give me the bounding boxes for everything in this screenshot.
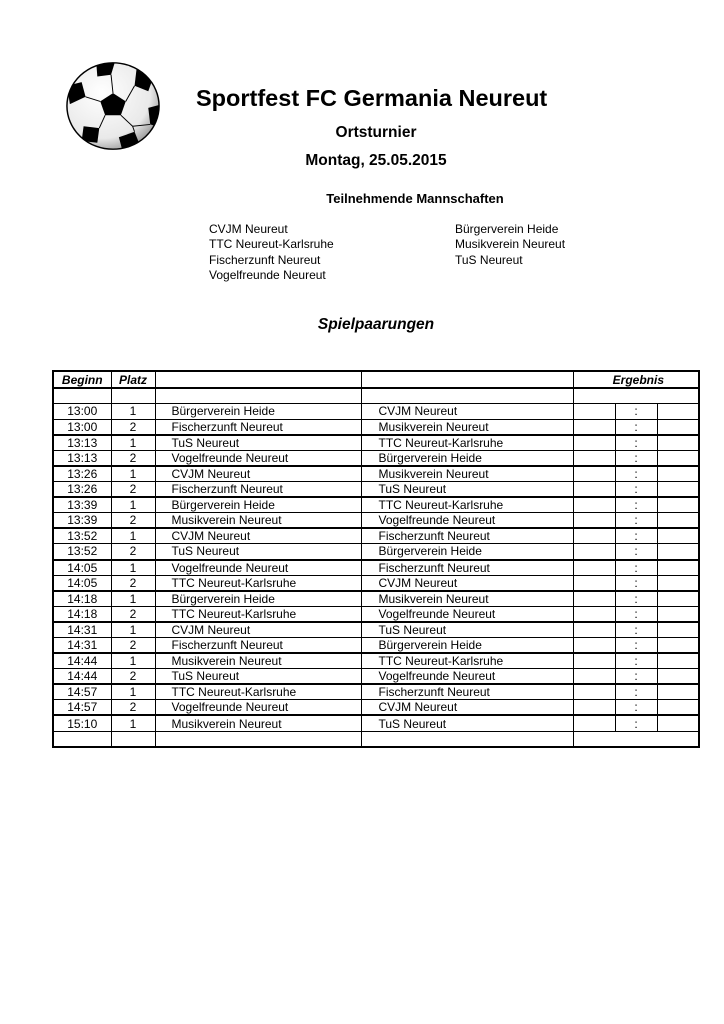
game-team1: CVJM Neureut	[155, 622, 361, 638]
game-team2: Fischerzunft Neureut	[361, 560, 573, 576]
game-platz: 1	[111, 497, 155, 513]
game-team2: CVJM Neureut	[361, 575, 573, 591]
result-score-away	[657, 544, 699, 560]
result-score-home	[573, 669, 615, 685]
schedule-table	[52, 370, 700, 748]
result-score-away	[657, 513, 699, 529]
result-score-home	[573, 591, 615, 607]
game-time: 13:13	[53, 450, 111, 466]
game-platz: 1	[111, 684, 155, 700]
game-platz: 1	[111, 466, 155, 482]
table-row	[53, 638, 699, 654]
game-team2: TuS Neureut	[361, 622, 573, 638]
game-team2: Vogelfreunde Neureut	[361, 513, 573, 529]
game-team2: Vogelfreunde Neureut	[361, 606, 573, 622]
result-score-home	[573, 606, 615, 622]
result-separator: :	[615, 466, 657, 482]
table-row	[53, 419, 699, 435]
column-header-platz: Platz	[111, 371, 155, 388]
table-row	[53, 482, 699, 498]
table-row	[53, 715, 699, 731]
game-time: 15:10	[53, 715, 111, 731]
game-time: 14:57	[53, 700, 111, 716]
result-separator: :	[615, 435, 657, 451]
game-platz: 2	[111, 575, 155, 591]
result-score-away	[657, 684, 699, 700]
game-time: 14:57	[53, 684, 111, 700]
game-team1: Bürgerverein Heide	[155, 404, 361, 420]
table-row	[53, 684, 699, 700]
game-team1: Musikverein Neureut	[155, 715, 361, 731]
result-score-away	[657, 404, 699, 420]
team-item: Bürgerverein Heide	[455, 222, 559, 236]
result-score-away	[657, 606, 699, 622]
game-team1: Vogelfreunde Neureut	[155, 700, 361, 716]
result-separator: :	[615, 560, 657, 576]
result-score-home	[573, 435, 615, 451]
game-team1: TuS Neureut	[155, 669, 361, 685]
result-separator: :	[615, 653, 657, 669]
game-platz: 1	[111, 622, 155, 638]
game-platz: 2	[111, 638, 155, 654]
game-time: 14:05	[53, 575, 111, 591]
result-separator: :	[615, 575, 657, 591]
game-team1: TuS Neureut	[155, 435, 361, 451]
result-separator: :	[615, 450, 657, 466]
game-platz: 2	[111, 450, 155, 466]
game-team2: TTC Neureut-Karlsruhe	[361, 497, 573, 513]
game-platz: 1	[111, 715, 155, 731]
teams-list-left	[209, 222, 334, 283]
game-platz: 2	[111, 669, 155, 685]
game-team1: Vogelfreunde Neureut	[155, 450, 361, 466]
game-team1: Fischerzunft Neureut	[155, 638, 361, 654]
game-time: 13:39	[53, 497, 111, 513]
result-separator: :	[615, 622, 657, 638]
table-row	[53, 435, 699, 451]
result-score-away	[657, 435, 699, 451]
table-row	[53, 497, 699, 513]
game-team2: Fischerzunft Neureut	[361, 684, 573, 700]
game-time: 13:00	[53, 404, 111, 420]
result-score-home	[573, 544, 615, 560]
result-score-away	[657, 497, 699, 513]
game-team1: CVJM Neureut	[155, 528, 361, 544]
game-platz: 2	[111, 700, 155, 716]
table-row	[53, 606, 699, 622]
game-time: 14:18	[53, 591, 111, 607]
team-item: CVJM Neureut	[209, 222, 288, 236]
result-score-away	[657, 669, 699, 685]
result-score-home	[573, 528, 615, 544]
game-time: 13:52	[53, 528, 111, 544]
result-score-away	[657, 715, 699, 731]
column-header-team2	[361, 371, 573, 388]
game-team1: TuS Neureut	[155, 544, 361, 560]
game-team1: Fischerzunft Neureut	[155, 482, 361, 498]
table-row	[53, 513, 699, 529]
team-item: TuS Neureut	[455, 252, 523, 267]
game-team1: Vogelfreunde Neureut	[155, 560, 361, 576]
game-team2: Fischerzunft Neureut	[361, 528, 573, 544]
game-team1: Bürgerverein Heide	[155, 591, 361, 607]
result-score-away	[657, 450, 699, 466]
game-team2: Musikverein Neureut	[361, 419, 573, 435]
table-row	[53, 544, 699, 560]
result-separator: :	[615, 528, 657, 544]
schedule-heading: Spielpaarungen	[317, 316, 435, 333]
game-platz: 1	[111, 435, 155, 451]
game-platz: 2	[111, 513, 155, 529]
table-row	[53, 591, 699, 607]
game-platz: 1	[111, 653, 155, 669]
result-score-away	[657, 622, 699, 638]
teams-heading: Teilnehmende Mannschaften	[326, 191, 504, 206]
game-time: 13:39	[53, 513, 111, 529]
result-score-away	[657, 419, 699, 435]
game-team1: TTC Neureut-Karlsruhe	[155, 684, 361, 700]
game-platz: 2	[111, 482, 155, 498]
table-row	[53, 700, 699, 716]
game-time: 13:13	[53, 435, 111, 451]
game-platz: 2	[111, 606, 155, 622]
result-separator: :	[615, 482, 657, 498]
result-separator: :	[615, 497, 657, 513]
table-row	[53, 575, 699, 591]
game-team2: Vogelfreunde Neureut	[361, 669, 573, 685]
game-team1: Fischerzunft Neureut	[155, 419, 361, 435]
result-separator: :	[615, 419, 657, 435]
game-team2: CVJM Neureut	[361, 700, 573, 716]
game-team2: CVJM Neureut	[361, 404, 573, 420]
table-row	[53, 528, 699, 544]
table-row	[53, 669, 699, 685]
result-separator: :	[615, 684, 657, 700]
column-header-beginn: Beginn	[53, 371, 111, 388]
table-row	[53, 622, 699, 638]
table-row	[53, 653, 699, 669]
result-score-away	[657, 591, 699, 607]
result-score-home	[573, 560, 615, 576]
result-score-home	[573, 653, 615, 669]
game-time: 13:52	[53, 544, 111, 560]
game-platz: 2	[111, 419, 155, 435]
game-time: 14:44	[53, 653, 111, 669]
game-team2: Musikverein Neureut	[361, 466, 573, 482]
event-name: Ortsturnier	[335, 124, 417, 141]
result-score-home	[573, 575, 615, 591]
result-score-away	[657, 560, 699, 576]
team-item: Vogelfreunde Neureut	[209, 267, 326, 282]
result-score-away	[657, 653, 699, 669]
result-score-away	[657, 638, 699, 654]
result-score-home	[573, 404, 615, 420]
result-separator: :	[615, 404, 657, 420]
result-separator: :	[615, 669, 657, 685]
team-item: Fischerzunft Neureut	[209, 252, 321, 267]
result-separator: :	[615, 591, 657, 607]
result-score-away	[657, 482, 699, 498]
result-separator: :	[615, 544, 657, 560]
result-separator: :	[615, 715, 657, 731]
result-score-home	[573, 450, 615, 466]
result-score-home	[573, 482, 615, 498]
event-date: Montag, 25.05.2015	[305, 152, 447, 169]
game-team1: CVJM Neureut	[155, 466, 361, 482]
game-team1: TTC Neureut-Karlsruhe	[155, 606, 361, 622]
table-row	[53, 404, 699, 420]
table-spacer-row	[53, 731, 699, 747]
game-time: 14:05	[53, 560, 111, 576]
page-title: Sportfest FC Germania Neureut	[196, 85, 548, 111]
game-platz: 1	[111, 528, 155, 544]
table-row	[53, 450, 699, 466]
game-platz: 1	[111, 560, 155, 576]
game-team2: Musikverein Neureut	[361, 591, 573, 607]
game-time: 13:00	[53, 419, 111, 435]
game-team2: TuS Neureut	[361, 715, 573, 731]
result-score-away	[657, 466, 699, 482]
game-platz: 1	[111, 404, 155, 420]
result-separator: :	[615, 513, 657, 529]
team-item: Musikverein Neureut	[455, 237, 566, 252]
result-score-away	[657, 575, 699, 591]
result-score-away	[657, 528, 699, 544]
result-score-home	[573, 684, 615, 700]
result-score-home	[573, 700, 615, 716]
team-item: TTC Neureut-Karlsruhe	[209, 237, 334, 252]
result-score-home	[573, 715, 615, 731]
result-separator: :	[615, 606, 657, 622]
game-team2: TTC Neureut-Karlsruhe	[361, 653, 573, 669]
game-time: 14:31	[53, 638, 111, 654]
result-separator: :	[615, 700, 657, 716]
game-team2: Bürgerverein Heide	[361, 450, 573, 466]
result-score-home	[573, 513, 615, 529]
result-score-home	[573, 638, 615, 654]
table-spacer-row	[53, 388, 699, 404]
result-score-away	[657, 700, 699, 716]
teams-list-right	[455, 222, 565, 268]
game-team2: TTC Neureut-Karlsruhe	[361, 435, 573, 451]
game-platz: 2	[111, 544, 155, 560]
game-team2: Bürgerverein Heide	[361, 638, 573, 654]
game-platz: 1	[111, 591, 155, 607]
game-team2: TuS Neureut	[361, 482, 573, 498]
table-row	[53, 466, 699, 482]
game-time: 14:18	[53, 606, 111, 622]
game-team1: Bürgerverein Heide	[155, 497, 361, 513]
result-score-home	[573, 622, 615, 638]
game-time: 13:26	[53, 466, 111, 482]
game-team2: Bürgerverein Heide	[361, 544, 573, 560]
game-time: 13:26	[53, 482, 111, 498]
result-score-home	[573, 497, 615, 513]
game-team1: TTC Neureut-Karlsruhe	[155, 575, 361, 591]
table-header-row	[53, 371, 699, 388]
result-score-home	[573, 419, 615, 435]
game-team1: Musikverein Neureut	[155, 653, 361, 669]
column-header-team1	[155, 371, 361, 388]
table-row	[53, 560, 699, 576]
result-separator: :	[615, 638, 657, 654]
result-score-home	[573, 466, 615, 482]
game-team1: Musikverein Neureut	[155, 513, 361, 529]
game-time: 14:44	[53, 669, 111, 685]
column-header-ergebnis: Ergebnis	[573, 371, 699, 388]
game-time: 14:31	[53, 622, 111, 638]
